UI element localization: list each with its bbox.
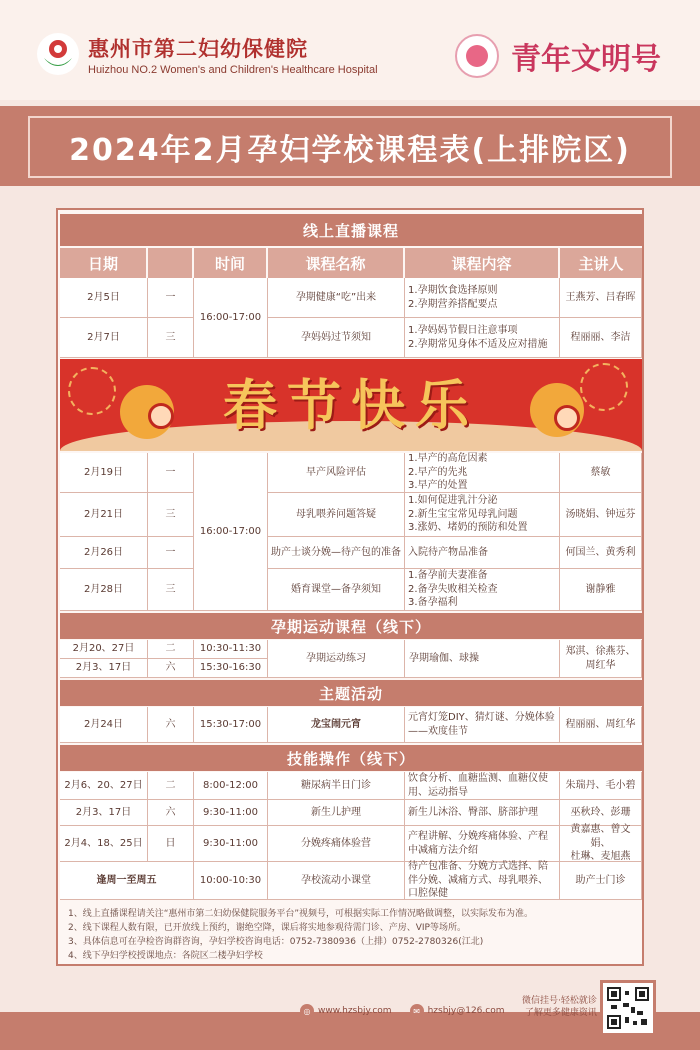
speaker-cell: 何国兰、黄秀利 [560, 537, 642, 569]
banner-text: 春节快乐 [223, 374, 479, 437]
course-content-cell: 入院待产物品准备 [405, 537, 560, 569]
course-content-cell: 1.孕期饮食选择原则 2.孕期营养搭配要点 [405, 278, 560, 318]
course-content-cell: 1.早产的高危因素 2.早产的先兆 3.早产的处置 [405, 453, 560, 493]
course-content-cell: 1.如何促进乳汁分泌 2.新生宝宝常见母乳问题 3.涨奶、堵奶的预防和处置 [405, 493, 560, 537]
time-cell: 10:00-10:30 [194, 862, 268, 900]
qr-caption-line: 微信挂号·轻松就诊 [522, 996, 597, 1006]
date-cell: 2月5日 [60, 278, 148, 318]
course-name-cell: 新生儿护理 [268, 800, 405, 826]
website-link[interactable]: www.hzsbjy.com [318, 1006, 392, 1016]
qr-code[interactable] [600, 980, 656, 1036]
date-cell: 2月20、27日 [60, 640, 148, 659]
youth-civilization-logo-icon [455, 34, 499, 78]
note-line: 3、具体信息可在孕检咨询群咨询，孕妇学校咨询电话：0752-7380936（上排）0752-2780326(江北) [68, 936, 484, 947]
speaker-cell: 黄嘉惠、曾文娟、 杜琳、麦旭燕 [560, 826, 642, 862]
col-speaker: 主讲人 [578, 254, 624, 273]
weekday-cell: 一 [148, 537, 194, 569]
course-name-cell: 孕妈妈过节须知 [268, 318, 405, 358]
date-cell: 2月21日 [60, 493, 148, 537]
mail-icon: ✉ [410, 1004, 424, 1018]
brand-logo-block [455, 34, 661, 78]
course-name-cell: 孕期健康“吃”出来 [268, 278, 405, 318]
hospital-name-cn: 惠州市第二妇幼保健院 [88, 35, 308, 61]
speaker-cell: 蔡敏 [560, 453, 642, 493]
weekday-cell: 二 [148, 772, 194, 800]
date-cell: 2月19日 [60, 453, 148, 493]
weekday-cell: 六 [148, 659, 194, 678]
course-content-cell: 待产包准备、分娩方式选择、陪伴分娩、减痛方式、母乳喂养、口腔保健 [405, 862, 560, 900]
course-content-cell: 产程讲解、分娩疼痛体验、产程中减痛方法介绍 [405, 826, 560, 862]
title-banner [0, 106, 700, 186]
table-row [60, 826, 642, 862]
table-row [60, 569, 642, 611]
weekday-cell: 六 [148, 707, 194, 743]
col-course-content: 课程内容 [405, 248, 560, 278]
time-cell: 9:30-11:00 [194, 800, 268, 826]
weekday-cell: 六 [148, 800, 194, 826]
hospital-logo-block [36, 32, 378, 76]
course-name-cell: 孕校流动小课堂 [268, 862, 405, 900]
table-row [60, 278, 642, 318]
section-skills: 技能操作（线下） [60, 745, 642, 771]
course-name-cell: 龙宝闹元宵 [268, 707, 405, 743]
course-name-cell: 母乳喂养问题答疑 [268, 493, 405, 537]
table-row [60, 862, 642, 900]
page-title: 2024年2月孕妇学校课程表(上排院区) [69, 133, 631, 168]
course-name-cell: 助产士谈分娩—待产包的准备 [268, 537, 405, 569]
time-cell: 16:00-17:00 [194, 278, 268, 358]
hospital-name-en: Huizhou NO.2 Women's and Children's Healthcare Hospital [88, 63, 378, 76]
course-name-cell: 婚育课堂—备孕须知 [268, 569, 405, 611]
table-row [60, 493, 642, 537]
qr-caption [522, 996, 597, 1019]
speaker-cell: 助产士门诊 [560, 862, 642, 900]
time-cell: 8:00-12:00 [194, 772, 268, 800]
course-content-cell: 1.孕妈妈节假日注意事项 2.孕期常见身体不适及应对措施 [405, 318, 560, 358]
section-theme: 主题活动 [60, 680, 642, 706]
top-header [0, 0, 700, 100]
date-cell: 2月7日 [60, 318, 148, 358]
date-cell: 2月3、17日 [60, 800, 148, 826]
table-row [60, 318, 642, 358]
table-row [60, 800, 642, 826]
note-line: 2、线下课程人数有限，已开放线上预约，谢绝空降，课后将实地参观待需门诊、产房、VIP等场所。 [68, 922, 466, 933]
time-cell: 16:00-17:00 [194, 453, 268, 611]
course-content-cell: 饮食分析、血糖监测、血糖仪使用、运动指导 [405, 772, 560, 800]
col-date: 日期 [60, 248, 148, 278]
date-cell: 2月3、17日 [60, 659, 148, 678]
weekday-cell: 一 [148, 453, 194, 493]
date-cell: 2月28日 [60, 569, 148, 611]
hospital-logo-icon [36, 32, 80, 76]
course-name-cell: 糖尿病半日门诊 [268, 772, 405, 800]
weekday-cell: 三 [148, 493, 194, 537]
speaker-cell: 程丽丽、周红华 [560, 707, 642, 743]
time-cell: 15:30-16:30 [194, 659, 268, 678]
date-cell: 2月4、18、25日 [60, 826, 148, 862]
table-row [60, 707, 642, 743]
notes-block [60, 902, 642, 964]
speaker-cell: 程丽丽、李洁 [560, 318, 642, 358]
qr-caption-line: 了解更多健康资讯 [524, 1007, 597, 1018]
contact-info [300, 1004, 505, 1018]
date-cell: 2月26日 [60, 537, 148, 569]
course-content-cell: 新生儿沐浴、臀部、脐部护理 [405, 800, 560, 826]
speaker-cell: 朱瑞丹、毛小碧 [560, 772, 642, 800]
section-online: 线上直播课程 [60, 214, 642, 246]
speaker-cell: 谢静雅 [560, 569, 642, 611]
spring-festival-banner [60, 359, 642, 451]
schedule-table [56, 208, 644, 966]
time-cell: 15:30-17:00 [194, 707, 268, 743]
qr-code-icon [607, 987, 649, 1029]
speaker-cell: 王燕芳、吕春晖 [560, 278, 642, 318]
date-cell: 2月6、20、27日 [60, 772, 148, 800]
speaker-cell: 郑淇、徐燕芬、 周红华 [560, 640, 642, 678]
col-time: 时间 [194, 248, 268, 278]
course-content-cell: 孕期瑜伽、球操 [405, 640, 560, 678]
date-cell: 2月24日 [60, 707, 148, 743]
time-cell: 9:30-11:00 [194, 826, 268, 862]
col-course-name: 课程名称 [268, 248, 405, 278]
table-row [60, 453, 642, 493]
date-cell: 逢周一至周五 [60, 862, 194, 900]
course-name-cell: 孕期运动练习 [268, 640, 405, 678]
note-line: 1、线上直播课程请关注“惠州市第二妇幼保健院服务平台”视频号，可根据实际工作情况略做调整，以实际发布为准。 [68, 909, 534, 919]
globe-icon: ◎ [300, 1004, 314, 1018]
weekday-cell: 日 [148, 826, 194, 862]
weekday-cell: 一 [148, 278, 194, 318]
course-name-cell: 分娩疼痛体验营 [268, 826, 405, 862]
course-content-cell: 元宵灯笼DIY、猜灯谜、分娩体验 ——欢度佳节 [405, 707, 560, 743]
col-weekday [148, 248, 194, 278]
weekday-cell: 二 [148, 640, 194, 659]
table-row [60, 537, 642, 569]
section-exercise: 孕期运动课程（线下） [60, 613, 642, 639]
speaker-cell: 汤晓娟、钟远芬 [560, 493, 642, 537]
speaker-cell: 巫秋玲、彭珊 [560, 800, 642, 826]
course-name-cell: 早产风险评估 [268, 453, 405, 493]
brand-title: 青年文明号 [511, 42, 661, 77]
table-header [60, 248, 642, 278]
table-row [60, 772, 642, 800]
weekday-cell: 三 [148, 569, 194, 611]
time-cell: 10:30-11:30 [194, 640, 268, 659]
email-link[interactable]: hzsbjy@126.com [427, 1006, 505, 1016]
weekday-cell: 三 [148, 318, 194, 358]
note-line: 4、线下孕妇学校授课地点：各院区二楼孕妇学校 [68, 950, 263, 961]
course-content-cell: 1.备孕前夫妻准备 2.备孕失败相关检查 3.备孕福利 [405, 569, 560, 611]
